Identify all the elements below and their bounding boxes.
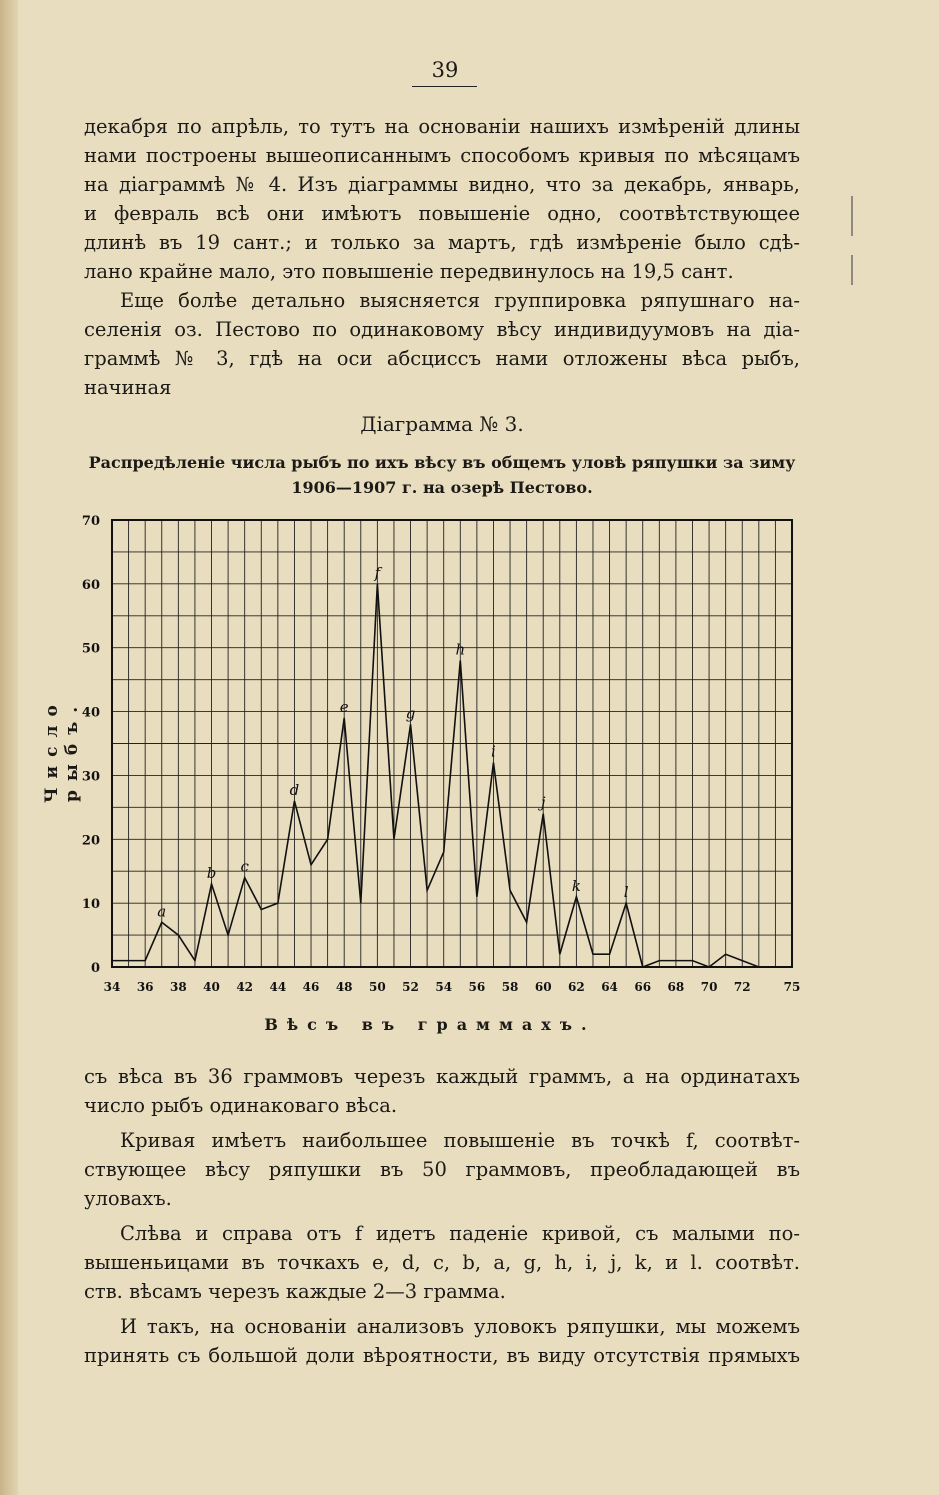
x-tick-label: 60 bbox=[534, 980, 552, 994]
text-line: принять съ большой доли вѣроятности, въ виду отсутствія прямыхъ bbox=[84, 1344, 800, 1367]
peak-label: c bbox=[240, 857, 249, 876]
peak-label: g bbox=[405, 704, 416, 723]
y-tick-label: 70 bbox=[81, 514, 100, 529]
y-tick-label: 40 bbox=[81, 705, 100, 721]
caption-line: 1906—1907 г. на озерѣ Пестово. bbox=[291, 478, 593, 497]
y-tick-label: 10 bbox=[81, 897, 100, 913]
text-line: Еще болѣе детально выясняется группировка ряпушнаго на- bbox=[120, 289, 800, 312]
text-line: ствующее вѣсу ряпушки въ 50 граммовъ, преобладающей въ bbox=[84, 1158, 800, 1181]
x-tick-label: 34 bbox=[103, 980, 121, 994]
peak-label: b bbox=[206, 863, 217, 882]
diagram-caption bbox=[84, 450, 800, 500]
text-line: И такъ, на основаніи анализовъ уловокъ ряпушки, мы можемъ bbox=[120, 1315, 800, 1338]
text-line: и февраль всѣ они имѣютъ повышеніе одно, соотвѣтствующее bbox=[84, 202, 800, 225]
y-tick-label: 0 bbox=[90, 961, 100, 976]
peak-label: a bbox=[157, 902, 167, 921]
top-text bbox=[84, 112, 800, 402]
caption-line: Распредѣленіе числа рыбъ по ихъ вѣсу въ общемъ уловѣ ряпушки за зиму bbox=[88, 453, 796, 472]
x-tick-label: 66 bbox=[634, 980, 652, 994]
y-tick-label: 30 bbox=[81, 769, 100, 785]
page-number: 39 bbox=[431, 58, 459, 82]
y-axis-title: Число рыбъ. bbox=[42, 696, 82, 804]
text-line: граммѣ № 3, гдѣ на оси абсциссъ нами отложены вѣса рыбъ, начиная bbox=[84, 347, 800, 399]
text-line: Слѣва и справа отъ f идетъ паденіе кривой, съ малыми по- bbox=[120, 1222, 800, 1245]
y-tick-label: 50 bbox=[81, 641, 100, 657]
peak-label: i bbox=[491, 742, 496, 761]
text-line: на діаграммѣ № 4. Изъ діаграммы видно, что за декабрь, январь, bbox=[84, 173, 800, 196]
page-number-rule bbox=[412, 86, 477, 87]
x-tick-label: 42 bbox=[236, 980, 254, 994]
x-tick-label: 75 bbox=[783, 980, 801, 994]
text-line: ств. вѣсамъ черезъ каждые 2—3 грамма. bbox=[84, 1280, 506, 1303]
paragraph-4 bbox=[84, 1126, 800, 1213]
x-tick-label: 54 bbox=[435, 980, 453, 994]
margin-pencil-mark bbox=[851, 255, 853, 285]
x-tick-label: 58 bbox=[501, 980, 519, 994]
text-line: длинѣ въ 19 сант.; и только за мартъ, гдѣ измѣреніе было сдѣ- bbox=[84, 231, 800, 254]
x-tick-label: 52 bbox=[402, 980, 419, 994]
text-line: число рыбъ одинаковаго вѣса. bbox=[84, 1094, 398, 1117]
x-tick-label: 56 bbox=[468, 980, 486, 994]
x-tick-label: 48 bbox=[335, 980, 353, 994]
x-tick-label: 36 bbox=[136, 980, 154, 994]
peak-label: l bbox=[623, 883, 629, 902]
peak-label: d bbox=[289, 780, 300, 799]
peak-label: e bbox=[339, 697, 349, 716]
x-tick-label: 70 bbox=[700, 980, 718, 994]
y-tick-label: 60 bbox=[81, 577, 100, 593]
x-tick-label: 72 bbox=[733, 980, 751, 994]
y-tick-label: 20 bbox=[81, 833, 100, 849]
text-line: съ вѣса въ 36 граммовъ черезъ каждый граммъ, а на ординатахъ bbox=[84, 1065, 800, 1088]
weight-distribution-chart bbox=[40, 505, 820, 1015]
text-line: нами построены вышеописаннымъ способомъ кривыя по мѣсяцамъ bbox=[84, 144, 800, 167]
page-binding-edge bbox=[0, 0, 18, 1495]
peak-label: k bbox=[571, 876, 581, 895]
x-tick-label: 50 bbox=[369, 980, 386, 994]
paragraph-6 bbox=[84, 1312, 800, 1370]
peak-label: j bbox=[540, 793, 546, 812]
peak-label: h bbox=[455, 640, 466, 659]
x-tick-label: 40 bbox=[203, 980, 220, 994]
text-line: декабря по апрѣль, то тутъ на основаніи нашихъ измѣреній длины bbox=[84, 115, 800, 138]
text-line: лано крайне мало, это повышеніе передвинулось на 19,5 сант. bbox=[84, 260, 734, 283]
diagram-title: Діаграмма № 3. bbox=[360, 412, 524, 436]
margin-pencil-mark bbox=[851, 196, 853, 236]
text-line: уловахъ. bbox=[84, 1187, 172, 1210]
text-line: Кривая имѣетъ наибольшее повышеніе въ точкѣ f, соотвѣт- bbox=[120, 1129, 800, 1152]
text-line: селенія оз. Пестово по одинаковому вѣсу индивидуумовъ на діа- bbox=[84, 318, 800, 341]
x-axis-title: Вѣсъ въ граммахъ. bbox=[264, 1015, 596, 1034]
bottom-text bbox=[84, 1062, 800, 1370]
x-tick-label: 68 bbox=[667, 980, 685, 994]
paragraph-5 bbox=[84, 1219, 800, 1306]
paragraph-2 bbox=[84, 286, 800, 402]
x-tick-label: 46 bbox=[302, 980, 320, 994]
peak-label: f bbox=[374, 563, 381, 582]
x-tick-label: 44 bbox=[269, 980, 287, 994]
x-tick-label: 64 bbox=[601, 980, 618, 994]
x-tick-label: 38 bbox=[169, 980, 187, 994]
paragraph-1 bbox=[84, 112, 800, 286]
text-line: вышеньицами въ точкахъ e, d, c, b, a, g, h, i, j, k, и l. соотвѣт. bbox=[84, 1251, 800, 1274]
paragraph-3 bbox=[84, 1062, 800, 1120]
x-tick-label: 62 bbox=[568, 980, 585, 994]
